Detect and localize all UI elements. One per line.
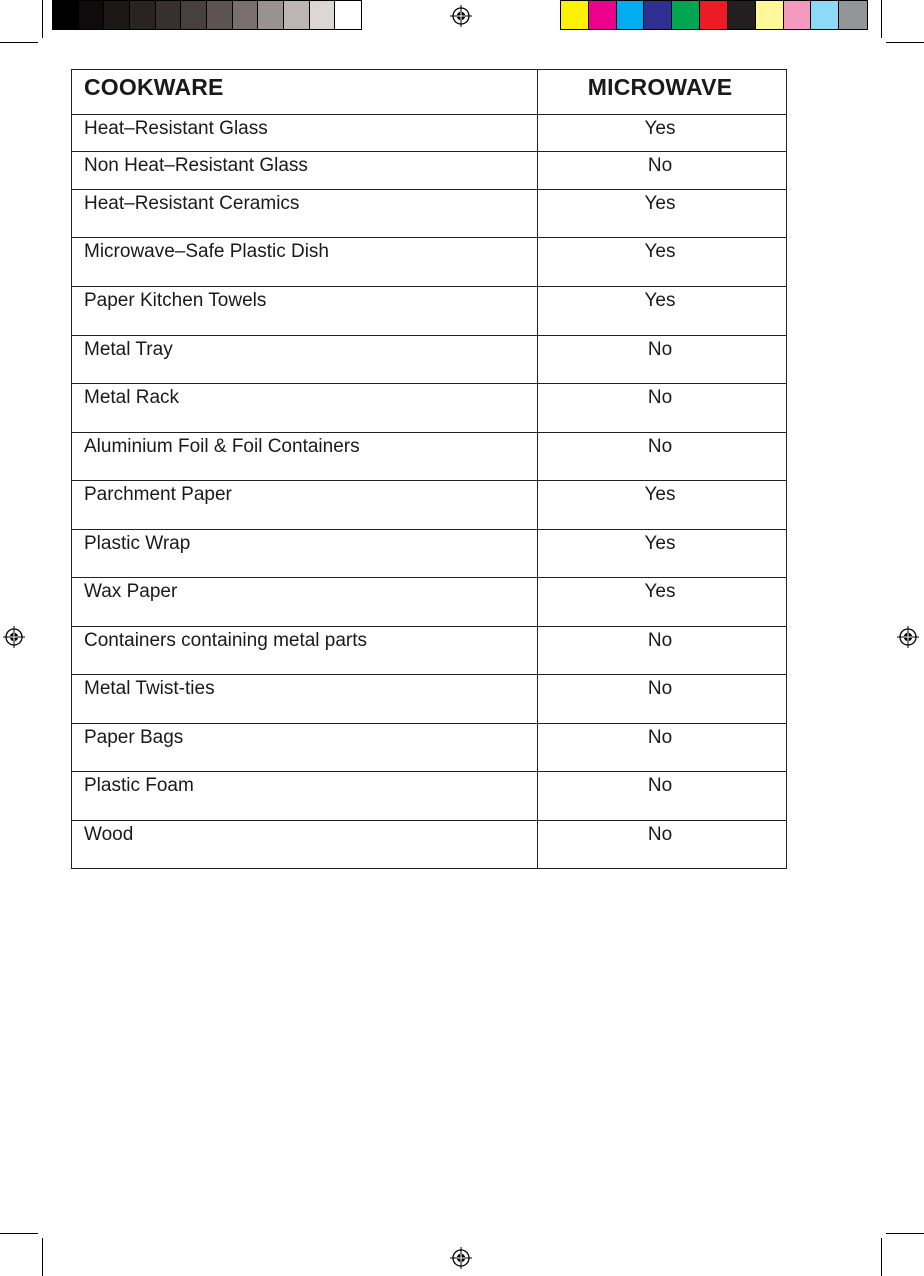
color-swatch <box>53 1 79 29</box>
registration-mark-left-icon <box>3 626 25 648</box>
color-swatch <box>672 1 700 29</box>
microwave-safe-value: Yes <box>644 118 676 139</box>
color-swatch <box>79 1 105 29</box>
color-swatch <box>181 1 207 29</box>
crop-mark-top-left-v <box>42 0 43 38</box>
microwave-safe-value: No <box>647 727 673 748</box>
cookware-name: Non Heat–Resistant Glass <box>84 155 308 176</box>
cookware-name: Paper Kitchen Towels <box>84 290 267 311</box>
color-swatch <box>233 1 259 29</box>
color-swatch <box>561 1 589 29</box>
color-swatch <box>811 1 839 29</box>
microwave-safe-value: No <box>647 339 673 360</box>
microwave-safe-cell <box>538 287 787 336</box>
color-swatch <box>700 1 728 29</box>
microwave-safe-cell <box>538 384 787 433</box>
cookware-cell <box>72 675 538 724</box>
table-row <box>72 481 787 530</box>
color-swatch <box>104 1 130 29</box>
microwave-safe-value: No <box>647 387 673 408</box>
registration-mark-top-icon <box>450 5 472 27</box>
cookware-name: Microwave–Safe Plastic Dish <box>84 241 329 262</box>
microwave-safe-value: No <box>647 775 673 796</box>
color-swatch <box>258 1 284 29</box>
cookware-name: Heat–Resistant Ceramics <box>84 193 300 214</box>
cookware-cell <box>72 724 538 772</box>
table-row <box>72 821 787 869</box>
column-header-microwave-label: MICROWAVE <box>587 74 733 100</box>
color-swatch <box>130 1 156 29</box>
microwave-safe-value: Yes <box>644 290 676 311</box>
microwave-safe-cell <box>538 238 787 287</box>
microwave-safe-cell <box>538 772 787 821</box>
color-swatch <box>284 1 310 29</box>
crop-mark-bottom-left-h <box>0 1233 38 1234</box>
microwave-safe-value: Yes <box>644 484 676 505</box>
table-row <box>72 336 787 384</box>
microwave-safe-cell <box>538 530 787 578</box>
column-header-microwave <box>538 70 787 115</box>
cookware-cell <box>72 627 538 675</box>
color-swatch <box>617 1 645 29</box>
table-row <box>72 578 787 627</box>
table-row <box>72 238 787 287</box>
color-swatch <box>756 1 784 29</box>
table-row <box>72 152 787 190</box>
cookware-name: Parchment Paper <box>84 484 232 505</box>
table-row <box>72 675 787 724</box>
crop-mark-bottom-right-v <box>881 1238 882 1276</box>
cookware-cell <box>72 481 538 530</box>
cookware-cell <box>72 238 538 287</box>
cookware-name: Wax Paper <box>84 581 178 602</box>
microwave-safe-cell <box>538 115 787 152</box>
cookware-cell <box>72 152 538 190</box>
microwave-safe-cell <box>538 821 787 869</box>
cookware-cell <box>72 530 538 578</box>
table-row <box>72 287 787 336</box>
microwave-safe-value: No <box>647 824 673 845</box>
crop-mark-top-right-v <box>881 0 882 38</box>
table-row <box>72 772 787 821</box>
table-row <box>72 627 787 675</box>
cookware-cell <box>72 190 538 238</box>
microwave-safe-cell <box>538 627 787 675</box>
cookware-cell <box>72 287 538 336</box>
microwave-safe-value: Yes <box>644 581 676 602</box>
cookware-cell <box>72 821 538 869</box>
table-row <box>72 115 787 152</box>
color-swatch <box>728 1 756 29</box>
microwave-safe-value: No <box>647 436 673 457</box>
crop-mark-top-right-h <box>886 42 924 43</box>
microwave-safe-value: Yes <box>644 241 676 262</box>
process-color-bar <box>560 0 868 30</box>
cookware-cell <box>72 336 538 384</box>
color-swatch <box>784 1 812 29</box>
crop-mark-bottom-right-h <box>886 1233 924 1234</box>
registration-mark-bottom-icon <box>450 1247 472 1269</box>
crop-mark-top-left-h <box>0 42 38 43</box>
microwave-safe-cell <box>538 578 787 627</box>
cookware-name: Heat–Resistant Glass <box>84 118 268 139</box>
grayscale-color-bar <box>52 0 362 30</box>
microwave-safe-cell <box>538 336 787 384</box>
table-row <box>72 724 787 772</box>
table-header-row <box>72 70 787 115</box>
cookware-name: Plastic Wrap <box>84 533 191 554</box>
column-header-cookware-label: COOKWARE <box>84 74 224 100</box>
cookware-name: Plastic Foam <box>84 775 194 796</box>
microwave-safe-cell <box>538 190 787 238</box>
cookware-name: Containers containing metal parts <box>84 630 368 651</box>
cookware-name: Aluminium Foil & Foil Containers <box>84 436 360 457</box>
microwave-safe-cell <box>538 724 787 772</box>
registration-mark-right-icon <box>897 626 919 648</box>
cookware-name: Metal Twist-ties <box>84 678 215 699</box>
column-header-cookware <box>72 70 538 115</box>
color-swatch <box>310 1 336 29</box>
microwave-safe-value: Yes <box>644 533 676 554</box>
cookware-cell <box>72 578 538 627</box>
table-row <box>72 433 787 481</box>
color-swatch <box>644 1 672 29</box>
cookware-name: Metal Tray <box>84 339 173 360</box>
crop-mark-bottom-left-v <box>42 1238 43 1276</box>
color-swatch <box>589 1 617 29</box>
cookware-name: Metal Rack <box>84 387 180 408</box>
color-swatch <box>335 1 361 29</box>
cookware-cell <box>72 433 538 481</box>
cookware-name: Paper Bags <box>84 727 184 748</box>
microwave-safe-cell <box>538 675 787 724</box>
cookware-cell <box>72 384 538 433</box>
cookware-name: Wood <box>84 824 134 845</box>
microwave-safe-value: No <box>647 630 673 651</box>
microwave-safe-value: No <box>647 155 673 176</box>
microwave-safe-cell <box>538 152 787 190</box>
microwave-safe-cell <box>538 433 787 481</box>
table-row <box>72 190 787 238</box>
color-swatch <box>839 1 867 29</box>
cookware-cell <box>72 115 538 152</box>
table-row <box>72 530 787 578</box>
cookware-cell <box>72 772 538 821</box>
cookware-microwave-table <box>71 69 787 869</box>
microwave-safe-cell <box>538 481 787 530</box>
microwave-safe-value: No <box>647 678 673 699</box>
color-swatch <box>156 1 182 29</box>
microwave-safe-value: Yes <box>644 193 676 214</box>
table-row <box>72 384 787 433</box>
color-swatch <box>207 1 233 29</box>
